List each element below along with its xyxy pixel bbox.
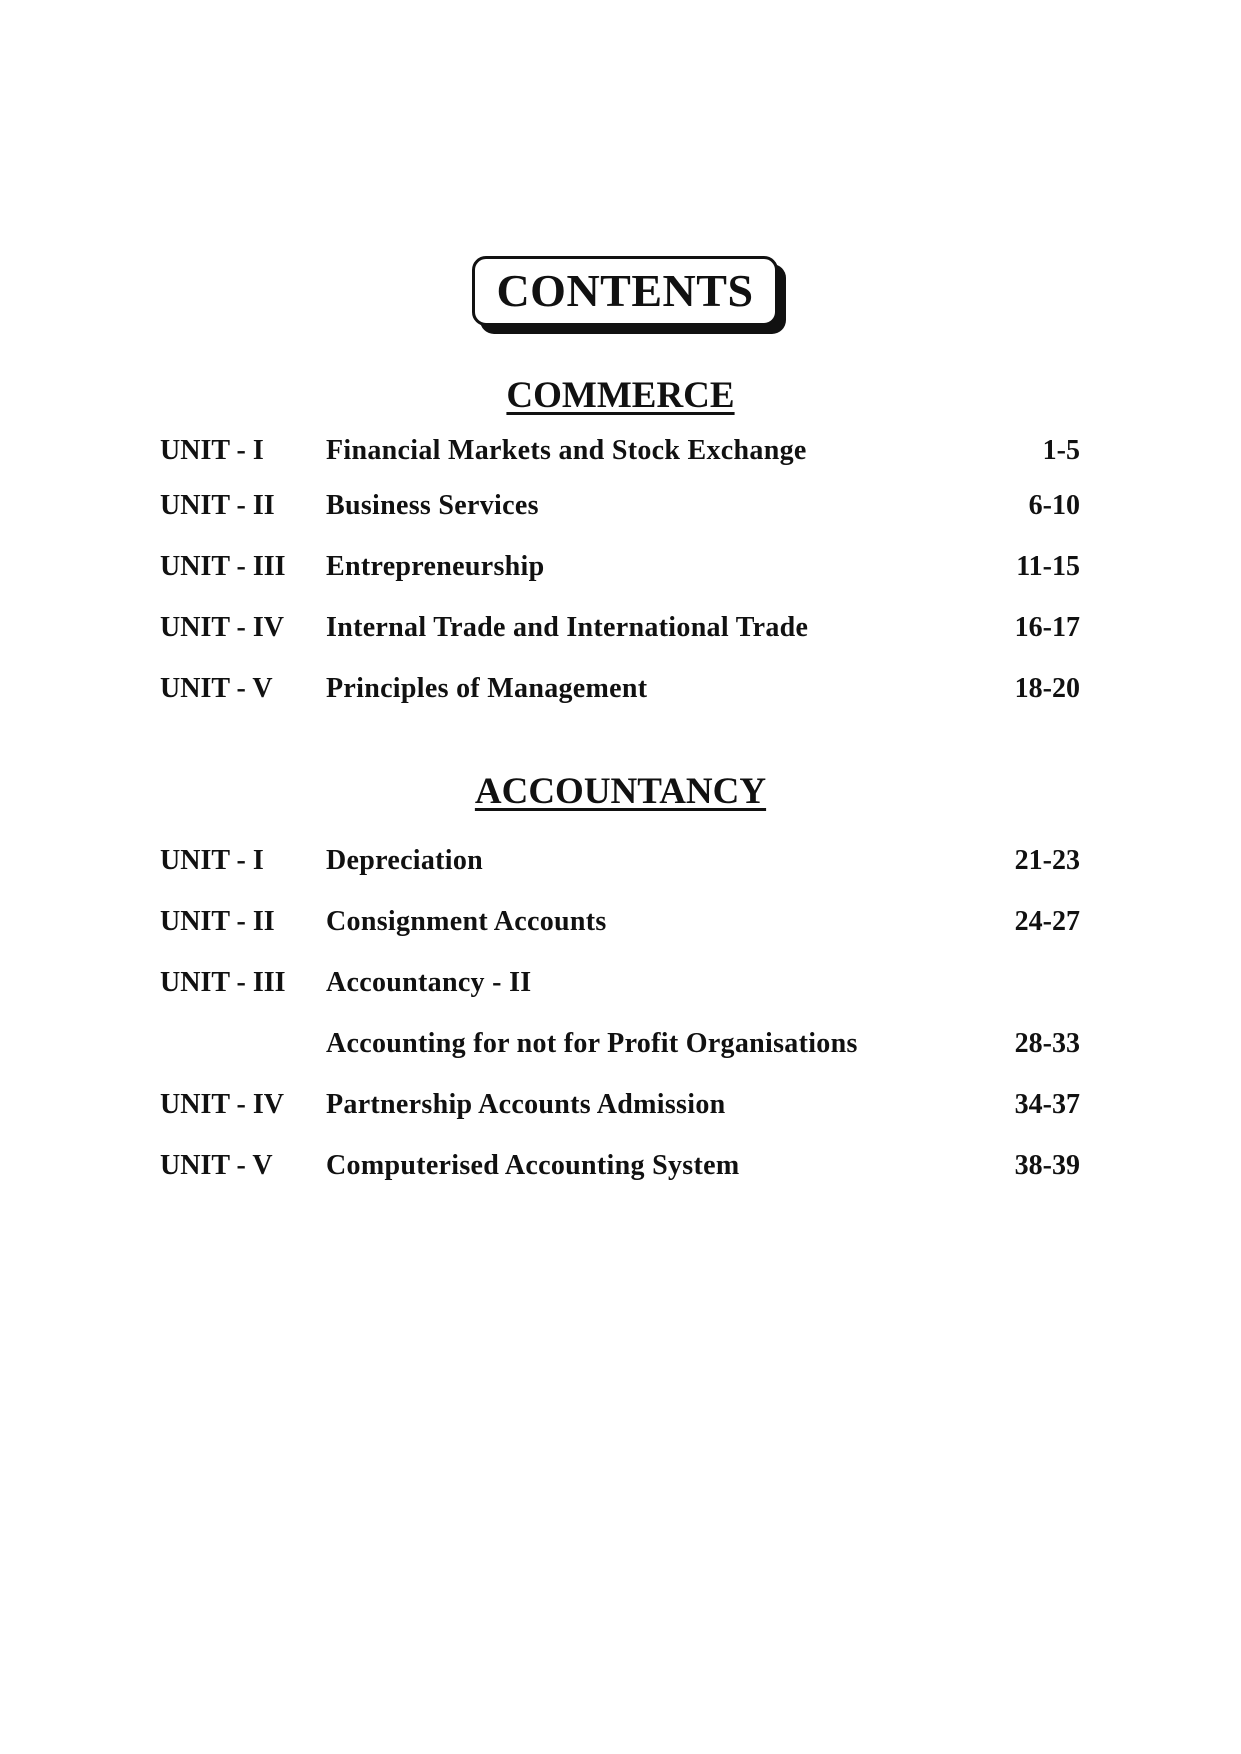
toc-page-range: 21-23 <box>1014 845 1080 876</box>
toc-entry-title: Principles of Management <box>326 673 648 704</box>
toc-unit-label: UNIT - IV <box>160 1089 284 1120</box>
section-heading-accountancy: ACCOUNTANCY <box>474 771 767 812</box>
toc-entry[interactable] <box>160 1024 1080 1064</box>
toc-entry[interactable] <box>160 608 1080 648</box>
toc-entry-title: Computerised Accounting System <box>326 1150 740 1181</box>
toc-page-range: 16-17 <box>1014 612 1080 643</box>
toc-unit-label: UNIT - III <box>160 967 286 998</box>
toc-unit-label: UNIT - V <box>160 1150 273 1181</box>
toc-entry[interactable] <box>160 431 1080 471</box>
toc-entry-title: Partnership Accounts Admission <box>326 1089 726 1120</box>
toc-page-range: 28-33 <box>1014 1028 1080 1059</box>
toc-unit-label: UNIT - IV <box>160 612 284 643</box>
toc-entry[interactable] <box>160 547 1080 587</box>
toc-entry[interactable] <box>160 963 1080 1003</box>
toc-unit-label: UNIT - II <box>160 906 275 937</box>
toc-entry-title: Internal Trade and International Trade <box>326 612 809 643</box>
toc-page-range: 11-15 <box>1016 551 1080 582</box>
toc-unit-label: UNIT - I <box>160 845 264 876</box>
toc-unit-label: UNIT - I <box>160 435 264 466</box>
toc-entry-title: Financial Markets and Stock Exchange <box>326 435 807 466</box>
toc-page-range: 18-20 <box>1014 673 1080 704</box>
toc-entry[interactable] <box>160 841 1080 881</box>
toc-unit-label: UNIT - V <box>160 673 273 704</box>
toc-entry-title: Accountancy - II <box>326 967 532 998</box>
toc-entry-title: Accounting for not for Profit Organisations <box>326 1028 858 1059</box>
page-title: CONTENTS <box>496 265 754 316</box>
section-heading-commerce: COMMERCE <box>506 375 735 416</box>
toc-entry[interactable] <box>160 486 1080 526</box>
toc-page-range: 38-39 <box>1014 1150 1080 1181</box>
toc-entry[interactable] <box>160 669 1080 709</box>
toc-unit-label: UNIT - II <box>160 490 275 521</box>
toc-entry[interactable] <box>160 902 1080 942</box>
toc-entry-title: Entrepreneurship <box>326 551 545 582</box>
toc-page-range: 24-27 <box>1014 906 1080 937</box>
toc-unit-label: UNIT - III <box>160 551 286 582</box>
toc-entry-title: Business Services <box>326 490 539 521</box>
toc-entry[interactable] <box>160 1146 1080 1186</box>
toc-entry[interactable] <box>160 1085 1080 1125</box>
toc-page-range: 6-10 <box>1028 490 1080 521</box>
toc-entry-title: Depreciation <box>326 845 484 876</box>
toc-entry-title: Consignment Accounts <box>326 906 607 937</box>
contents-title-box <box>472 256 778 326</box>
toc-page-range: 34-37 <box>1014 1089 1080 1120</box>
toc-page-range: 1-5 <box>1042 435 1080 466</box>
